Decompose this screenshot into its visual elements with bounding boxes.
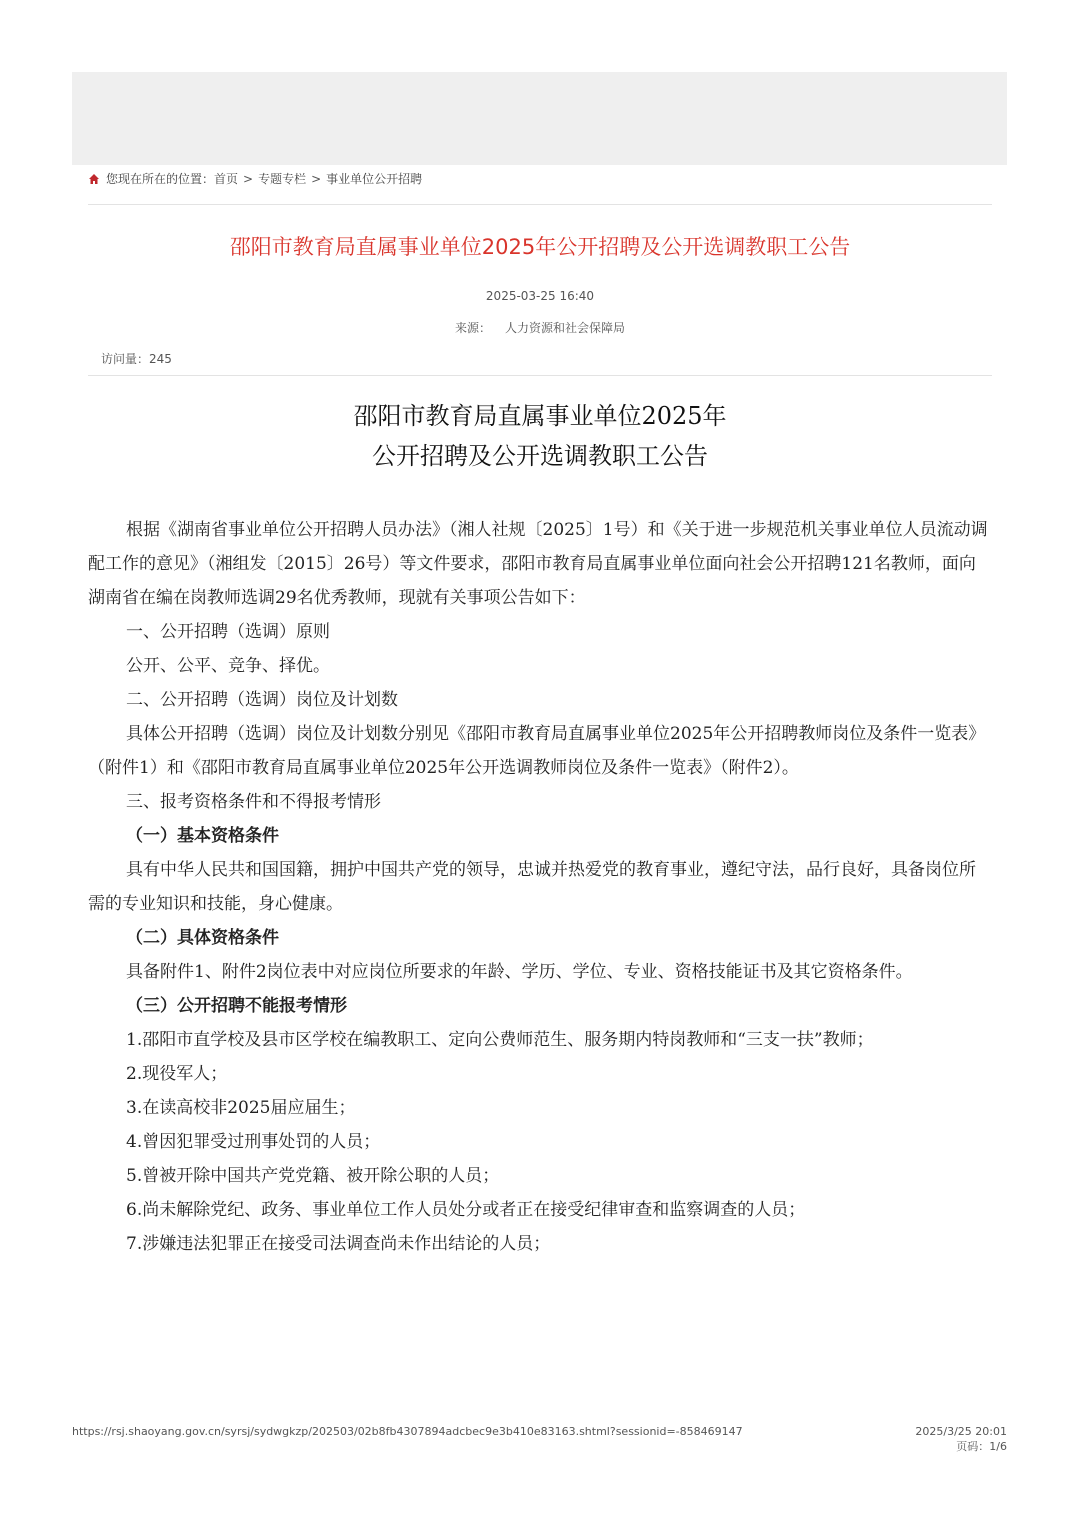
list-item: 4.曾因犯罪受过刑事处罚的人员； [126,1132,381,1152]
list-item: 6.尚未解除党纪、政务、事业单位工作人员处分或者正在接受纪律审查和监察调查的人员； [126,1200,806,1220]
page-number: 页码：1/6 [956,1440,1007,1453]
breadcrumb-separator: > [243,172,254,186]
paragraph-positions: 具体公开招聘（选调）岗位及计划数分别见《邵阳市教育局直属事业单位2025年公开招聘教师岗位及条件一览表》（附件1）和《邵阳市教育局直属事业单位2025年公开选调教师岗位及条件一览表》（附件2）。 [88,724,986,778]
list-item: 3.在读高校非2025届应届生； [126,1098,356,1118]
paragraph-specific: 具备附件1、附件2岗位表中对应岗位所要求的年龄、学历、学位、专业、资格技能证书及其它资格条件。 [126,962,913,982]
document-title [88,396,992,476]
list-item: 2.现役军人； [126,1064,228,1084]
heading-eligibility: 三、报考资格条件和不得报考情形 [126,792,381,812]
heading-positions: 二、公开招聘（选调）岗位及计划数 [126,690,398,710]
print-datetime: 2025/3/25 20:01 [915,1425,1007,1438]
list-item: 7.涉嫌违法犯罪正在接受司法调查尚未作出结论的人员； [126,1234,551,1254]
home-icon [88,173,100,185]
document-body [88,513,992,1261]
views-label: 访问量： [101,352,150,366]
header-banner [72,72,1007,165]
heading-principle: 一、公开招聘（选调）原则 [126,622,330,642]
article-source [88,320,992,336]
list-item: 1.邵阳市直学校及县市区学校在编教职工、定向公费师范生、服务期内特岗教师和“三支一扶”教师； [126,1030,874,1050]
paragraph-intro: 根据《湖南省事业单位公开招聘人员办法》（湘人社规〔2025〕1号）和《关于进一步规范机关事业单位人员流动调配工作的意见》（湘组发〔2015〕26号）等文件要求，邵阳市教育局直属事业单位面向社会公开招聘121名教师，面向湖南省在编在岗教师选调29名优秀教师，现就有关事项公告如下： [88,520,988,608]
divider [88,375,992,376]
subheading-basic: （一）基本资格条件 [126,826,279,846]
breadcrumb-home-link[interactable]: 首页 [214,172,239,186]
views-value: 245 [149,352,172,366]
subheading-specific: （二）具体资格条件 [126,928,279,948]
source-label: 来源： [454,321,491,335]
breadcrumb-recruitment-link[interactable]: 事业单位公开招聘 [326,172,423,186]
subheading-exclusions: （三）公开招聘不能报考情形 [126,996,347,1016]
article-title: 邵阳市教育局直属事业单位2025年公开招聘及公开选调教职工公告 [229,235,851,259]
breadcrumb-prefix: 您现在所在的位置： [106,172,215,186]
breadcrumb-separator: > [311,172,322,186]
view-count [101,351,172,367]
source-value: 人力资源和社会保障局 [505,321,626,335]
breadcrumb-topics-link[interactable]: 专题专栏 [258,172,307,186]
article-datetime: 2025-03-25 16:40 [485,289,595,303]
divider [88,204,992,205]
list-item: 5.曾被开除中国共产党党籍、被开除公职的人员； [126,1166,500,1186]
paragraph-basic: 具有中华人民共和国国籍，拥护中国共产党的领导，忠诚并热爱党的教育事业，遵纪守法，品行良好，具备岗位所需的专业知识和技能，身心健康。 [88,860,976,914]
breadcrumb [88,170,422,188]
page-url: https://rsj.shaoyang.gov.cn/syrsj/sydwgkzp/202503/02b8fb4307894adcbec9e3b410e83163.shtml?sessionid=-858469147 [72,1425,743,1438]
print-stamp [915,1424,1007,1454]
document-title-line-1: 邵阳市教育局直属事业单位2025年 [353,402,727,430]
paragraph-principle: 公开、公平、竞争、择优。 [126,656,330,676]
document-title-line-2: 公开招聘及公开选调教职工公告 [372,442,708,470]
